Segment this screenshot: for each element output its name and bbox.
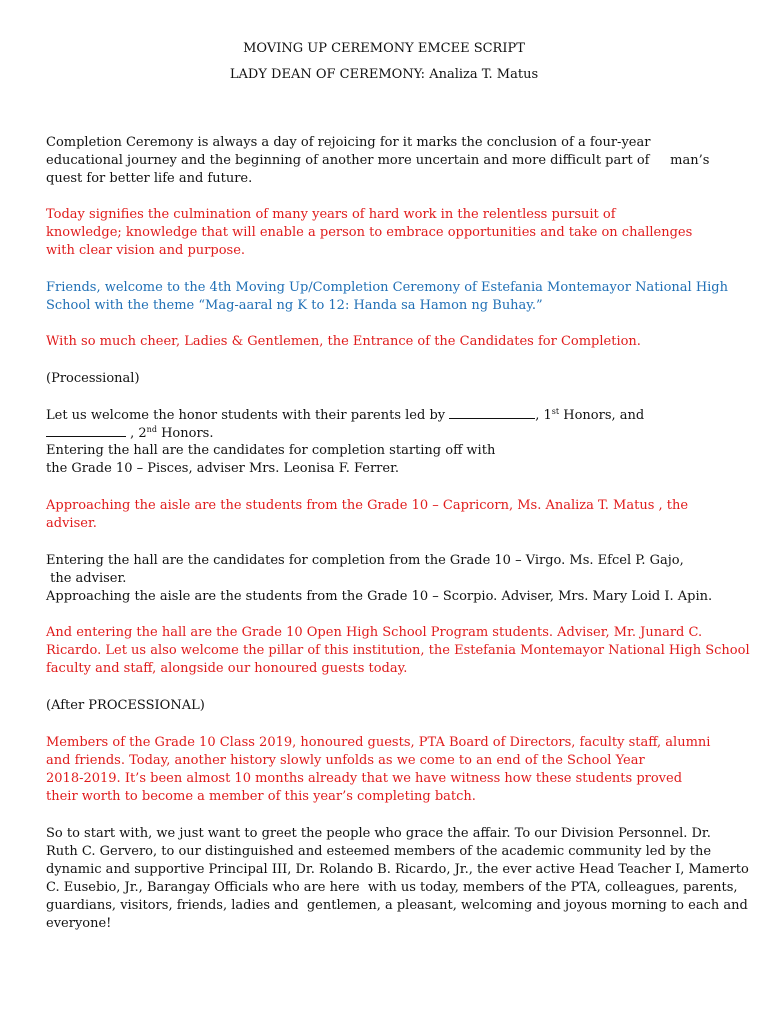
blank-line <box>449 406 535 419</box>
paragraph-text: , 2 <box>126 426 147 441</box>
paragraph-line: With so much cheer, Ladies & Gentlemen, the Entrance of the Candidates for Completion. <box>46 334 641 349</box>
paragraph-line: their worth to become a member of this year’s completing batch. <box>46 789 476 804</box>
paragraph-line: dynamic and supportive Principal III, Dr. Rolando B. Ricardo, Jr., the ever active Head Teacher I, Mamerto <box>46 862 749 877</box>
paragraph-line: And entering the hall are the Grade 10 Open High School Program students. Adviser, Mr. Junard C. <box>46 625 703 640</box>
paragraph-line: the Grade 10 – Pisces, adviser Mrs. Leonisa F. Ferrer. <box>46 461 399 476</box>
document-title: MOVING UP CEREMONY EMCEE SCRIPT <box>243 41 525 56</box>
paragraph-line: everyone! <box>46 916 112 931</box>
paragraph-line: Approaching the aisle are the students from the Grade 10 – Scorpio. Adviser, Mrs. Mary Loid I. Apin. <box>46 589 713 604</box>
superscript: st <box>551 407 560 416</box>
paragraph-line <box>46 424 213 443</box>
paragraph-line: Ricardo. Let us also welcome the pillar of this institution, the Estefania Montemayor National High School <box>46 643 750 658</box>
paragraph-line: 2018-2019. It’s been almost 10 months already that we have witness how these students proved <box>46 771 683 786</box>
paragraph-line: Entering the hall are the candidates for completion from the Grade 10 – Virgo. Ms. Efcel P. Gajo, <box>46 553 684 568</box>
paragraph-line: Completion Ceremony is always a day of rejoicing for it marks the conclusion of a four-year <box>46 135 651 150</box>
section-heading: (Processional) <box>46 371 140 386</box>
paragraph-line: and friends. Today, another history slowly unfolds as we come to an end of the School Year <box>46 753 645 768</box>
paragraph-text: Honors. <box>156 426 214 441</box>
paragraph-line: Approaching the aisle are the students from the Grade 10 – Capricorn, Ms. Analiza T. Matus , the <box>46 498 689 513</box>
paragraph-line: the adviser. <box>46 571 127 586</box>
paragraph-line <box>46 406 644 425</box>
paragraph-line: with clear vision and purpose. <box>46 243 246 258</box>
paragraph-line: educational journey and the beginning of another more uncertain and more difficult part of man’s <box>46 153 710 168</box>
paragraph-line: Members of the Grade 10 Class 2019, honoured guests, PTA Board of Directors, faculty staff, alumni <box>46 735 711 750</box>
paragraph-line: So to start with, we just want to greet the people who grace the affair. To our Division Personnel. Dr. <box>46 826 711 841</box>
paragraph-line: Friends, welcome to the 4th Moving Up/Completion Ceremony of Estefania Montemayor National High <box>46 280 729 295</box>
paragraph-line: guardians, visitors, friends, ladies and gentlemen, a pleasant, welcoming and joyous morning to each and <box>46 898 748 913</box>
superscript: nd <box>146 425 157 434</box>
section-heading: (After PROCESSIONAL) <box>46 698 205 713</box>
blank-line <box>46 424 126 437</box>
paragraph-line: faculty and staff, alongside our honoured guests today. <box>46 661 408 676</box>
paragraph-line: quest for better life and future. <box>46 171 253 186</box>
document-subtitle: LADY DEAN OF CEREMONY: Analiza T. Matus <box>229 67 539 82</box>
paragraph-text: Let us welcome the honor students with their parents led by <box>46 408 450 423</box>
paragraph-line: Entering the hall are the candidates for completion starting off with <box>46 443 496 458</box>
paragraph-line: C. Eusebio, Jr., Barangay Officials who are here with us today, members of the PTA, colleagues, parents, <box>46 880 738 895</box>
paragraph-text: , 1 <box>535 408 552 423</box>
paragraph-line: Ruth C. Gervero, to our distinguished and esteemed members of the academic community led by the <box>46 844 712 859</box>
paragraph-text: Honors, and <box>559 408 645 423</box>
paragraph-line: School with the theme “Mag-aaral ng K to 12: Handa sa Hamon ng Buhay.” <box>46 298 543 313</box>
paragraph-line: adviser. <box>46 516 97 531</box>
paragraph-line: knowledge; knowledge that will enable a person to embrace opportunities and take on challenges <box>46 225 693 240</box>
paragraph-line: Today signifies the culmination of many years of hard work in the relentless pursuit of <box>46 207 616 222</box>
